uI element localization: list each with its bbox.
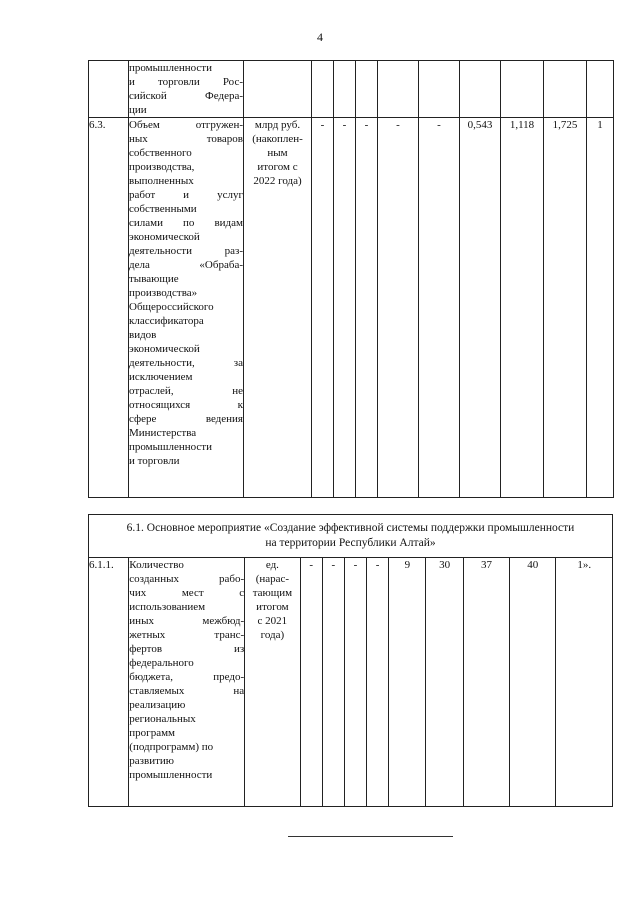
name-line: деятельности, за bbox=[129, 357, 243, 369]
name-line: производства, bbox=[129, 161, 195, 173]
cell-value bbox=[356, 61, 378, 118]
indicator-name-continuation bbox=[129, 61, 244, 118]
indicator-name bbox=[129, 558, 245, 807]
name-line: ции bbox=[129, 104, 147, 116]
name-line: тывающие bbox=[129, 273, 179, 285]
name-line: выполненных bbox=[129, 175, 194, 187]
name-line: промышленности bbox=[129, 441, 212, 453]
name-line: программ bbox=[129, 727, 175, 739]
unit-of-measure bbox=[245, 558, 300, 807]
name-line: бюджета, предо- bbox=[129, 671, 245, 683]
unit-line: (накоплен- bbox=[252, 133, 303, 145]
name-line: сфере ведения bbox=[129, 413, 243, 425]
name-line: работ и услуг bbox=[129, 189, 243, 201]
row-number: 6.1.1. bbox=[89, 558, 129, 807]
name-line: реализацию bbox=[129, 699, 186, 711]
name-line: собственного bbox=[129, 147, 192, 159]
value-cell: - bbox=[378, 118, 419, 498]
name-line: экономической bbox=[129, 343, 200, 355]
value-cell: - bbox=[419, 118, 460, 498]
unit-line: тающим bbox=[252, 587, 293, 599]
indicators-table-bottom bbox=[88, 514, 613, 807]
name-line: созданных рабо- bbox=[129, 573, 245, 585]
footer-divider bbox=[288, 836, 453, 837]
name-line: промышленности bbox=[129, 769, 213, 781]
cell-value bbox=[419, 61, 460, 118]
name-line: и торговли bbox=[129, 455, 180, 467]
table-row-continuation bbox=[89, 61, 614, 118]
name-line: (подпрограмм) по bbox=[129, 741, 214, 753]
name-line: использованием bbox=[129, 601, 206, 613]
name-line: Общероссийского bbox=[129, 301, 214, 313]
table-row-6-1-1 bbox=[89, 558, 613, 807]
value-cell: 30 bbox=[426, 558, 463, 807]
name-line: и торговли Рос- bbox=[129, 76, 243, 88]
name-line: Количество bbox=[129, 559, 184, 571]
name-line: Объем отгружен- bbox=[129, 119, 243, 131]
value-cell: 37 bbox=[463, 558, 509, 807]
cell-value bbox=[501, 61, 544, 118]
name-line: отраслей, не bbox=[129, 385, 243, 397]
name-line: исключением bbox=[129, 371, 193, 383]
name-line: региональных bbox=[129, 713, 196, 725]
value-cell: - bbox=[367, 558, 389, 807]
value-cell: - bbox=[312, 118, 334, 498]
unit-line: млрд руб. bbox=[254, 119, 301, 131]
cell-value bbox=[460, 61, 501, 118]
name-line: чих мест с bbox=[129, 587, 245, 599]
value-cell: 1,118 bbox=[501, 118, 544, 498]
section-header-6-1 bbox=[89, 515, 613, 558]
name-line: производства» bbox=[129, 287, 198, 299]
cell-value bbox=[312, 61, 334, 118]
name-line: ных товаров bbox=[129, 133, 243, 145]
name-line: классификатора bbox=[129, 315, 204, 327]
value-cell: - bbox=[300, 558, 322, 807]
unit-line: ным bbox=[267, 147, 288, 159]
value-cell: 40 bbox=[510, 558, 556, 807]
name-line: дела «Обраба- bbox=[129, 259, 243, 271]
row-number: 6.3. bbox=[89, 118, 129, 498]
name-line: Министерства bbox=[129, 427, 197, 439]
value-cell: 1,725 bbox=[544, 118, 587, 498]
value-cell: 0,543 bbox=[460, 118, 501, 498]
name-line: жетных транс- bbox=[129, 629, 245, 641]
unit-of-measure bbox=[244, 118, 312, 498]
name-line: экономической bbox=[129, 231, 200, 243]
name-line: иных межбюд- bbox=[129, 615, 245, 627]
name-line: собственными bbox=[129, 203, 197, 215]
name-line: промышленности bbox=[129, 62, 212, 74]
unit-line: года) bbox=[260, 629, 285, 641]
unit-line: итогом с bbox=[257, 161, 298, 173]
name-line: деятельности раз- bbox=[129, 245, 243, 257]
value-cell: - bbox=[334, 118, 356, 498]
name-line: федерального bbox=[129, 657, 194, 669]
value-cell: - bbox=[344, 558, 366, 807]
cell-value bbox=[378, 61, 419, 118]
name-line: фертов из bbox=[129, 643, 245, 655]
section-title-line: 6.1. Основное мероприятие «Создание эффективной системы поддержки промышленности bbox=[126, 522, 575, 534]
name-line: ставляемых на bbox=[129, 685, 245, 697]
indicators-table-top bbox=[88, 60, 614, 498]
cell-unit bbox=[244, 61, 312, 118]
unit-line: итогом bbox=[256, 601, 289, 613]
cell-value bbox=[587, 61, 614, 118]
unit-line: (нарас- bbox=[255, 573, 290, 585]
value-cell: 1 bbox=[587, 118, 614, 498]
unit-line: 2022 года) bbox=[253, 175, 302, 187]
name-line: видов bbox=[129, 329, 157, 341]
section-title bbox=[89, 515, 613, 558]
value-cell: - bbox=[322, 558, 344, 807]
name-line: относящихся к bbox=[129, 399, 243, 411]
table-row-6-3 bbox=[89, 118, 614, 498]
cell-value bbox=[334, 61, 356, 118]
cell-value bbox=[544, 61, 587, 118]
cell-number bbox=[89, 61, 129, 118]
page-number: 4 bbox=[317, 30, 323, 44]
name-line: сийской Федера- bbox=[129, 90, 243, 102]
value-cell: - bbox=[356, 118, 378, 498]
section-title-line: на территории Республики Алтай» bbox=[265, 537, 436, 549]
unit-line: ед. bbox=[265, 559, 279, 571]
value-cell: 1». bbox=[556, 558, 613, 807]
name-line: развитию bbox=[129, 755, 175, 767]
name-line: силами по видам bbox=[129, 217, 243, 229]
indicator-name bbox=[129, 118, 244, 498]
unit-line: с 2021 bbox=[257, 615, 288, 627]
value-cell: 9 bbox=[389, 558, 426, 807]
